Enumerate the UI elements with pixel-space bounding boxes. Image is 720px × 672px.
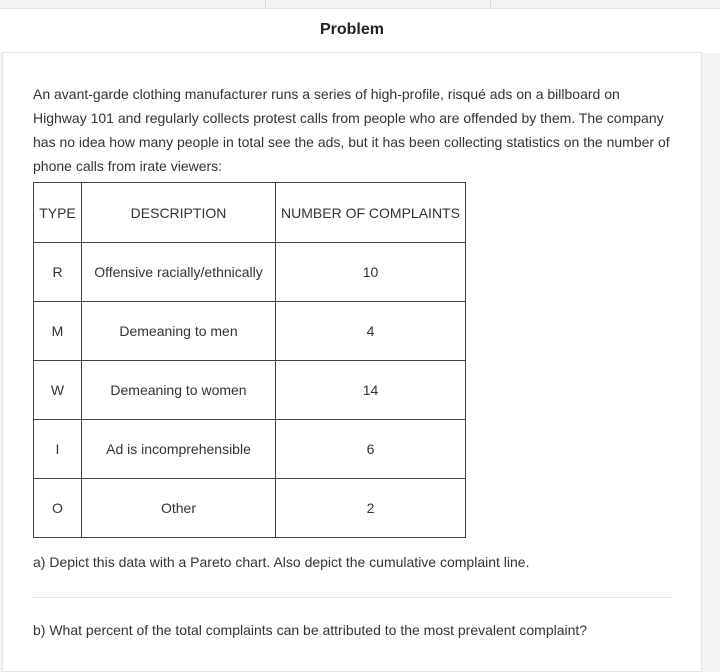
complaints-cell: 14 bbox=[276, 361, 466, 420]
complaints-cell: 4 bbox=[276, 302, 466, 361]
description-cell: Other bbox=[82, 479, 276, 538]
table-row bbox=[34, 479, 466, 538]
complaints-cell: 10 bbox=[276, 243, 466, 302]
title-bar bbox=[0, 9, 720, 53]
type-cell: W bbox=[34, 361, 82, 420]
question-b: b) What percent of the total complaints can be attributed to the most prevalent complaint? bbox=[33, 622, 588, 638]
table-header-row bbox=[34, 183, 466, 243]
description-cell: Offensive racially/ethnically bbox=[82, 243, 276, 302]
complaints-cell: 2 bbox=[276, 479, 466, 538]
type-cell: O bbox=[34, 479, 82, 538]
complaints-cell: 6 bbox=[276, 420, 466, 479]
question-a: a) Depict this data with a Pareto chart. Also depict the cumulative complaint line. bbox=[33, 554, 530, 570]
description-cell: Demeaning to men bbox=[82, 302, 276, 361]
tab-divider bbox=[490, 0, 491, 8]
table-row bbox=[34, 361, 466, 420]
type-cell: R bbox=[34, 243, 82, 302]
header-description: DESCRIPTION bbox=[82, 183, 276, 243]
table-row bbox=[34, 243, 466, 302]
type-cell: I bbox=[34, 420, 82, 479]
description-cell: Ad is incomprehensible bbox=[82, 420, 276, 479]
tab-divider bbox=[265, 0, 266, 8]
complaints-table bbox=[33, 182, 466, 538]
section-divider bbox=[33, 597, 671, 598]
top-tab-strip bbox=[0, 0, 720, 9]
problem-intro-text: An avant-garde clothing manufacturer runs a series of high-profile, risqué ads on a billboard on Highway 101 and regularly collects protest calls from people who are offended by them. The company has no idea how many people in total see the ads, but it has been collecting statistics on the number of phone calls from irate viewers: bbox=[33, 86, 670, 174]
description-cell: Demeaning to women bbox=[82, 361, 276, 420]
table-row bbox=[34, 302, 466, 361]
table-row bbox=[34, 420, 466, 479]
header-type: TYPE bbox=[34, 183, 82, 243]
type-cell: M bbox=[34, 302, 82, 361]
header-number-of-complaints: NUMBER OF COMPLAINTS bbox=[276, 183, 466, 243]
page-title: Problem bbox=[319, 21, 384, 38]
